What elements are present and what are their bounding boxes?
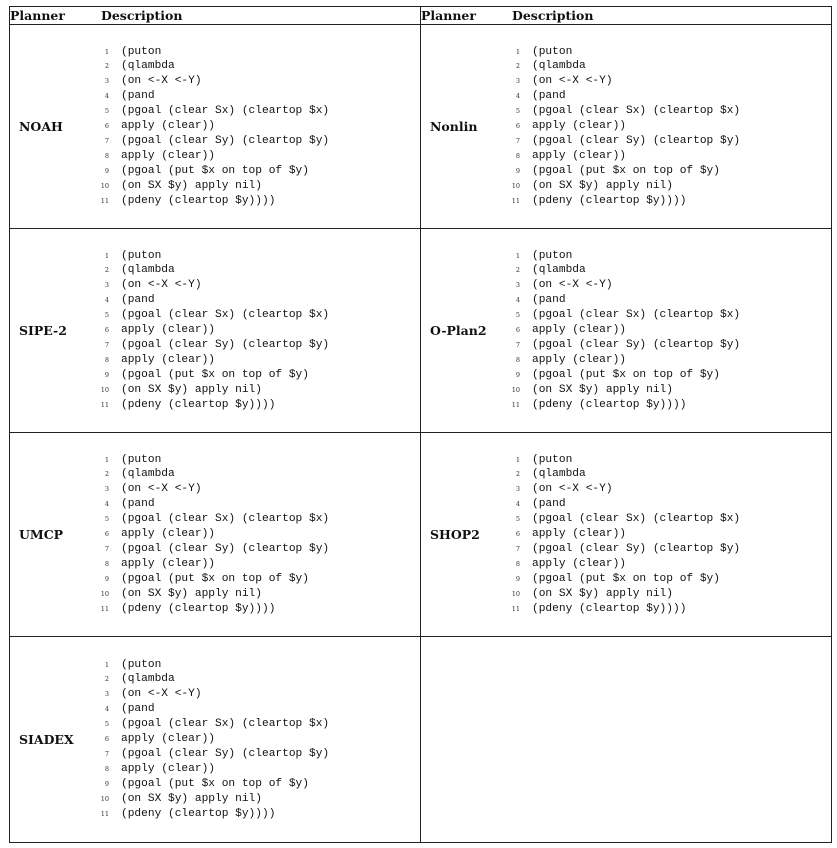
- code-line: [89, 150, 420, 165]
- planner-name: SIADEX: [19, 732, 74, 747]
- code-text: apply (clear)): [532, 353, 626, 366]
- line-number: 9: [104, 370, 109, 379]
- line-number: 10: [511, 385, 520, 394]
- code-line: [500, 90, 831, 105]
- line-number: 11: [100, 809, 109, 818]
- code-text: (pgoal (put $x on top of $y): [532, 164, 720, 177]
- table-row: [10, 637, 832, 843]
- line-number: 3: [515, 281, 520, 290]
- code-listing: [500, 44, 831, 210]
- code-text: apply (clear)): [121, 353, 215, 366]
- line-number: 9: [515, 370, 520, 379]
- code-text: apply (clear)): [121, 324, 215, 337]
- planner-cell-content: [10, 25, 420, 228]
- line-number: 9: [515, 574, 520, 583]
- planner-cell: [10, 229, 421, 433]
- code-line: [500, 339, 831, 354]
- line-number: 1: [104, 455, 109, 464]
- code-text: apply (clear)): [121, 528, 215, 541]
- code-line: [89, 90, 420, 105]
- line-number: 1: [104, 660, 109, 669]
- planner-cell-content: [421, 229, 831, 432]
- planner-name: UMCP: [19, 527, 64, 542]
- line-number: 4: [104, 705, 109, 714]
- code-text: (pand: [532, 90, 566, 103]
- code-line: [500, 399, 831, 414]
- code-text: (on <-X <-Y): [532, 483, 613, 496]
- line-number: 9: [104, 779, 109, 788]
- line-number: 6: [104, 326, 109, 335]
- code-line: [89, 180, 420, 195]
- code-line: [500, 120, 831, 135]
- code-text: (pgoal (clear Sx) (cleartop $x): [532, 309, 741, 322]
- line-number: 5: [515, 107, 520, 116]
- planner-cell: [10, 25, 421, 229]
- code-line: [89, 808, 420, 823]
- line-number: 6: [104, 122, 109, 131]
- code-text: (on <-X <-Y): [532, 279, 613, 292]
- line-number: 10: [511, 181, 520, 190]
- planner-cell-content: [10, 433, 420, 636]
- planner-name: SIPE-2: [19, 323, 67, 338]
- code-line: [89, 718, 420, 733]
- planner-cell: [421, 433, 832, 637]
- code-text: apply (clear)): [121, 762, 215, 775]
- code-text: (pdeny (cleartop $y)))): [532, 398, 687, 411]
- code-text: (pgoal (clear Sx) (cleartop $x): [121, 513, 330, 526]
- line-number: 1: [515, 251, 520, 260]
- planner-cell: [421, 25, 832, 229]
- code-text: apply (clear)): [532, 120, 626, 133]
- code-text: (qlambda: [532, 264, 586, 277]
- planner-name: Nonlin: [430, 119, 478, 134]
- code-line: [500, 454, 831, 469]
- header-cell-right: [421, 7, 832, 25]
- line-number: 2: [515, 266, 520, 275]
- code-text: (pgoal (put $x on top of $y): [121, 368, 309, 381]
- code-text: (puton: [532, 45, 573, 58]
- code-line: [89, 543, 420, 558]
- code-text: (on SX $y) apply nil): [121, 179, 262, 192]
- code-text: (pand: [532, 498, 566, 511]
- code-text: (pgoal (clear Sy) (cleartop $y): [532, 542, 741, 555]
- empty-cell: [421, 637, 832, 843]
- code-line: [500, 543, 831, 558]
- line-number: 8: [104, 355, 109, 364]
- code-text: (pdeny (cleartop $y)))): [121, 602, 276, 615]
- code-text: apply (clear)): [121, 120, 215, 133]
- code-text: (pdeny (cleartop $y)))): [121, 398, 276, 411]
- line-number: 4: [515, 296, 520, 305]
- planners-table: [9, 6, 832, 843]
- line-number: 7: [515, 340, 520, 349]
- planner-cell: [421, 229, 832, 433]
- code-line: [500, 498, 831, 513]
- code-line: [89, 763, 420, 778]
- code-text: (puton: [121, 658, 162, 671]
- code-text: (pgoal (clear Sy) (cleartop $y): [121, 134, 330, 147]
- line-number: 11: [511, 196, 520, 205]
- code-text: (pand: [121, 294, 155, 307]
- code-line: [500, 195, 831, 210]
- code-text: (on SX $y) apply nil): [532, 587, 673, 600]
- code-text: (pgoal (clear Sy) (cleartop $y): [532, 338, 741, 351]
- line-number: 11: [100, 400, 109, 409]
- code-text: (pand: [121, 498, 155, 511]
- code-line: [89, 573, 420, 588]
- code-line: [500, 528, 831, 543]
- header-cell-left: [10, 7, 421, 25]
- line-number: 9: [104, 166, 109, 175]
- code-text: (on <-X <-Y): [121, 279, 202, 292]
- code-text: (on SX $y) apply nil): [121, 792, 262, 805]
- code-text: (qlambda: [532, 468, 586, 481]
- code-line: [500, 250, 831, 265]
- line-number: 8: [515, 355, 520, 364]
- code-line: [89, 294, 420, 309]
- line-number: 8: [104, 764, 109, 773]
- code-line: [500, 105, 831, 120]
- code-text: (on <-X <-Y): [121, 75, 202, 88]
- line-number: 2: [104, 62, 109, 71]
- code-text: apply (clear)): [532, 557, 626, 570]
- line-number: 7: [104, 340, 109, 349]
- table-row: [10, 25, 832, 229]
- code-line: [500, 483, 831, 498]
- line-number: 10: [100, 589, 109, 598]
- code-text: (puton: [121, 249, 162, 262]
- code-text: (pgoal (clear Sx) (cleartop $x): [532, 105, 741, 118]
- code-line: [89, 339, 420, 354]
- code-line: [500, 513, 831, 528]
- code-text: (qlambda: [121, 468, 175, 481]
- line-number: 8: [104, 151, 109, 160]
- code-text: (pgoal (clear Sy) (cleartop $y): [121, 542, 330, 555]
- code-text: (pgoal (put $x on top of $y): [532, 572, 720, 585]
- planner-cell: [10, 637, 421, 843]
- code-line: [89, 46, 420, 61]
- line-number: 1: [515, 455, 520, 464]
- code-text: (pgoal (clear Sy) (cleartop $y): [121, 338, 330, 351]
- line-number: 6: [515, 326, 520, 335]
- planner-name: O-Plan2: [430, 323, 487, 338]
- code-line: [500, 558, 831, 573]
- line-number: 2: [104, 266, 109, 275]
- line-number: 10: [100, 385, 109, 394]
- planner-cell-content: [421, 25, 831, 228]
- code-text: (on SX $y) apply nil): [532, 383, 673, 396]
- code-line: [89, 468, 420, 483]
- line-number: 4: [104, 92, 109, 101]
- code-line: [89, 399, 420, 414]
- code-line: [500, 264, 831, 279]
- line-number: 3: [104, 77, 109, 86]
- line-number: 1: [104, 47, 109, 56]
- line-number: 11: [511, 604, 520, 613]
- line-number: 7: [104, 544, 109, 553]
- code-text: apply (clear)): [532, 528, 626, 541]
- line-number: 5: [104, 515, 109, 524]
- planner-cell-content: [10, 229, 420, 432]
- code-line: [89, 60, 420, 75]
- code-line: [500, 309, 831, 324]
- line-number: 5: [104, 107, 109, 116]
- planner-header: Planner: [421, 8, 476, 23]
- code-text: (on SX $y) apply nil): [121, 587, 262, 600]
- code-line: [89, 688, 420, 703]
- line-number: 6: [515, 530, 520, 539]
- code-listing: [89, 452, 420, 618]
- code-listing: [500, 452, 831, 618]
- code-line: [500, 135, 831, 150]
- line-number: 4: [104, 500, 109, 509]
- line-number: 10: [100, 181, 109, 190]
- line-number: 4: [515, 500, 520, 509]
- planner-cell-content: [421, 433, 831, 636]
- code-line: [89, 454, 420, 469]
- code-line: [89, 513, 420, 528]
- line-number: 6: [515, 122, 520, 131]
- line-number: 8: [104, 559, 109, 568]
- line-number: 5: [104, 311, 109, 320]
- code-line: [89, 369, 420, 384]
- code-text: (pgoal (put $x on top of $y): [121, 572, 309, 585]
- code-text: apply (clear)): [532, 324, 626, 337]
- code-text: (pgoal (clear Sx) (cleartop $x): [121, 105, 330, 118]
- code-line: [89, 588, 420, 603]
- line-number: 1: [515, 47, 520, 56]
- line-number: 3: [515, 77, 520, 86]
- code-text: (qlambda: [121, 60, 175, 73]
- line-number: 5: [104, 720, 109, 729]
- code-line: [500, 369, 831, 384]
- code-text: (qlambda: [121, 673, 175, 686]
- line-number: 9: [104, 574, 109, 583]
- code-line: [89, 264, 420, 279]
- code-listing: [89, 248, 420, 414]
- code-text: apply (clear)): [121, 149, 215, 162]
- code-line: [89, 354, 420, 369]
- code-line: [89, 279, 420, 294]
- code-line: [89, 135, 420, 150]
- code-line: [500, 354, 831, 369]
- code-line: [89, 673, 420, 688]
- line-number: 2: [104, 470, 109, 479]
- line-number: 5: [515, 311, 520, 320]
- code-line: [89, 748, 420, 763]
- code-text: (on <-X <-Y): [532, 75, 613, 88]
- code-text: (on <-X <-Y): [121, 688, 202, 701]
- code-line: [500, 46, 831, 61]
- code-line: [89, 120, 420, 135]
- code-text: (on SX $y) apply nil): [121, 383, 262, 396]
- code-line: [89, 105, 420, 120]
- code-line: [500, 279, 831, 294]
- code-listing: [89, 657, 420, 823]
- line-number: 6: [104, 530, 109, 539]
- code-text: (pand: [532, 294, 566, 307]
- code-text: (on <-X <-Y): [121, 483, 202, 496]
- code-text: (pgoal (put $x on top of $y): [121, 777, 309, 790]
- table-row: [10, 433, 832, 637]
- planner-name: SHOP2: [430, 527, 480, 542]
- description-header: Description: [101, 8, 183, 23]
- code-line: [500, 60, 831, 75]
- code-text: (pgoal (clear Sy) (cleartop $y): [121, 747, 330, 760]
- code-line: [89, 483, 420, 498]
- line-number: 3: [104, 281, 109, 290]
- line-number: 3: [104, 690, 109, 699]
- line-number: 9: [515, 166, 520, 175]
- code-line: [89, 733, 420, 748]
- description-header: Description: [512, 8, 594, 23]
- code-text: (puton: [532, 249, 573, 262]
- code-line: [89, 603, 420, 618]
- line-number: 7: [515, 544, 520, 553]
- line-number: 4: [104, 296, 109, 305]
- code-text: (pgoal (clear Sx) (cleartop $x): [532, 513, 741, 526]
- code-listing: [500, 248, 831, 414]
- code-line: [500, 588, 831, 603]
- code-line: [89, 384, 420, 399]
- line-number: 8: [515, 559, 520, 568]
- code-line: [500, 468, 831, 483]
- code-line: [500, 324, 831, 339]
- code-text: (pgoal (put $x on top of $y): [532, 368, 720, 381]
- code-line: [89, 324, 420, 339]
- code-text: (pgoal (clear Sy) (cleartop $y): [532, 134, 741, 147]
- line-number: 7: [104, 749, 109, 758]
- planner-cell-content: [10, 637, 420, 842]
- code-text: (pgoal (put $x on top of $y): [121, 164, 309, 177]
- line-number: 2: [515, 62, 520, 71]
- code-text: (pand: [121, 90, 155, 103]
- code-text: (pgoal (clear Sx) (cleartop $x): [121, 718, 330, 731]
- code-line: [89, 75, 420, 90]
- code-text: apply (clear)): [121, 733, 215, 746]
- code-line: [500, 384, 831, 399]
- line-number: 2: [104, 675, 109, 684]
- code-line: [89, 498, 420, 513]
- code-line: [500, 75, 831, 90]
- line-number: 7: [515, 136, 520, 145]
- code-line: [89, 528, 420, 543]
- code-text: (on SX $y) apply nil): [532, 179, 673, 192]
- code-line: [89, 793, 420, 808]
- line-number: 10: [511, 589, 520, 598]
- code-line: [500, 180, 831, 195]
- code-line: [500, 573, 831, 588]
- line-number: 7: [104, 136, 109, 145]
- code-text: (pdeny (cleartop $y)))): [121, 194, 276, 207]
- code-text: (puton: [121, 45, 162, 58]
- code-text: (qlambda: [121, 264, 175, 277]
- line-number: 11: [100, 604, 109, 613]
- code-text: (pdeny (cleartop $y)))): [532, 194, 687, 207]
- code-text: (pgoal (clear Sx) (cleartop $x): [121, 309, 330, 322]
- planner-header: Planner: [10, 8, 65, 23]
- code-line: [89, 165, 420, 180]
- line-number: 1: [104, 251, 109, 260]
- code-text: (pdeny (cleartop $y)))): [121, 807, 276, 820]
- line-number: 8: [515, 151, 520, 160]
- planner-name: NOAH: [19, 119, 63, 134]
- code-line: [89, 778, 420, 793]
- line-number: 3: [515, 485, 520, 494]
- code-text: (pdeny (cleartop $y)))): [532, 602, 687, 615]
- code-line: [89, 558, 420, 573]
- line-number: 3: [104, 485, 109, 494]
- code-text: (qlambda: [532, 60, 586, 73]
- line-number: 5: [515, 515, 520, 524]
- line-number: 6: [104, 735, 109, 744]
- line-number: 11: [511, 400, 520, 409]
- header-row: [10, 7, 832, 25]
- code-line: [500, 603, 831, 618]
- code-line: [89, 195, 420, 210]
- code-text: (pand: [121, 703, 155, 716]
- line-number: 2: [515, 470, 520, 479]
- code-line: [89, 250, 420, 265]
- code-line: [500, 150, 831, 165]
- line-number: 11: [100, 196, 109, 205]
- code-listing: [89, 44, 420, 210]
- code-line: [500, 165, 831, 180]
- code-text: (puton: [121, 453, 162, 466]
- table-row: [10, 229, 832, 433]
- line-number: 4: [515, 92, 520, 101]
- code-line: [89, 703, 420, 718]
- code-line: [89, 659, 420, 674]
- code-text: apply (clear)): [121, 557, 215, 570]
- code-line: [500, 294, 831, 309]
- planner-cell: [10, 433, 421, 637]
- code-text: apply (clear)): [532, 149, 626, 162]
- code-text: (puton: [532, 453, 573, 466]
- code-line: [89, 309, 420, 324]
- line-number: 10: [100, 794, 109, 803]
